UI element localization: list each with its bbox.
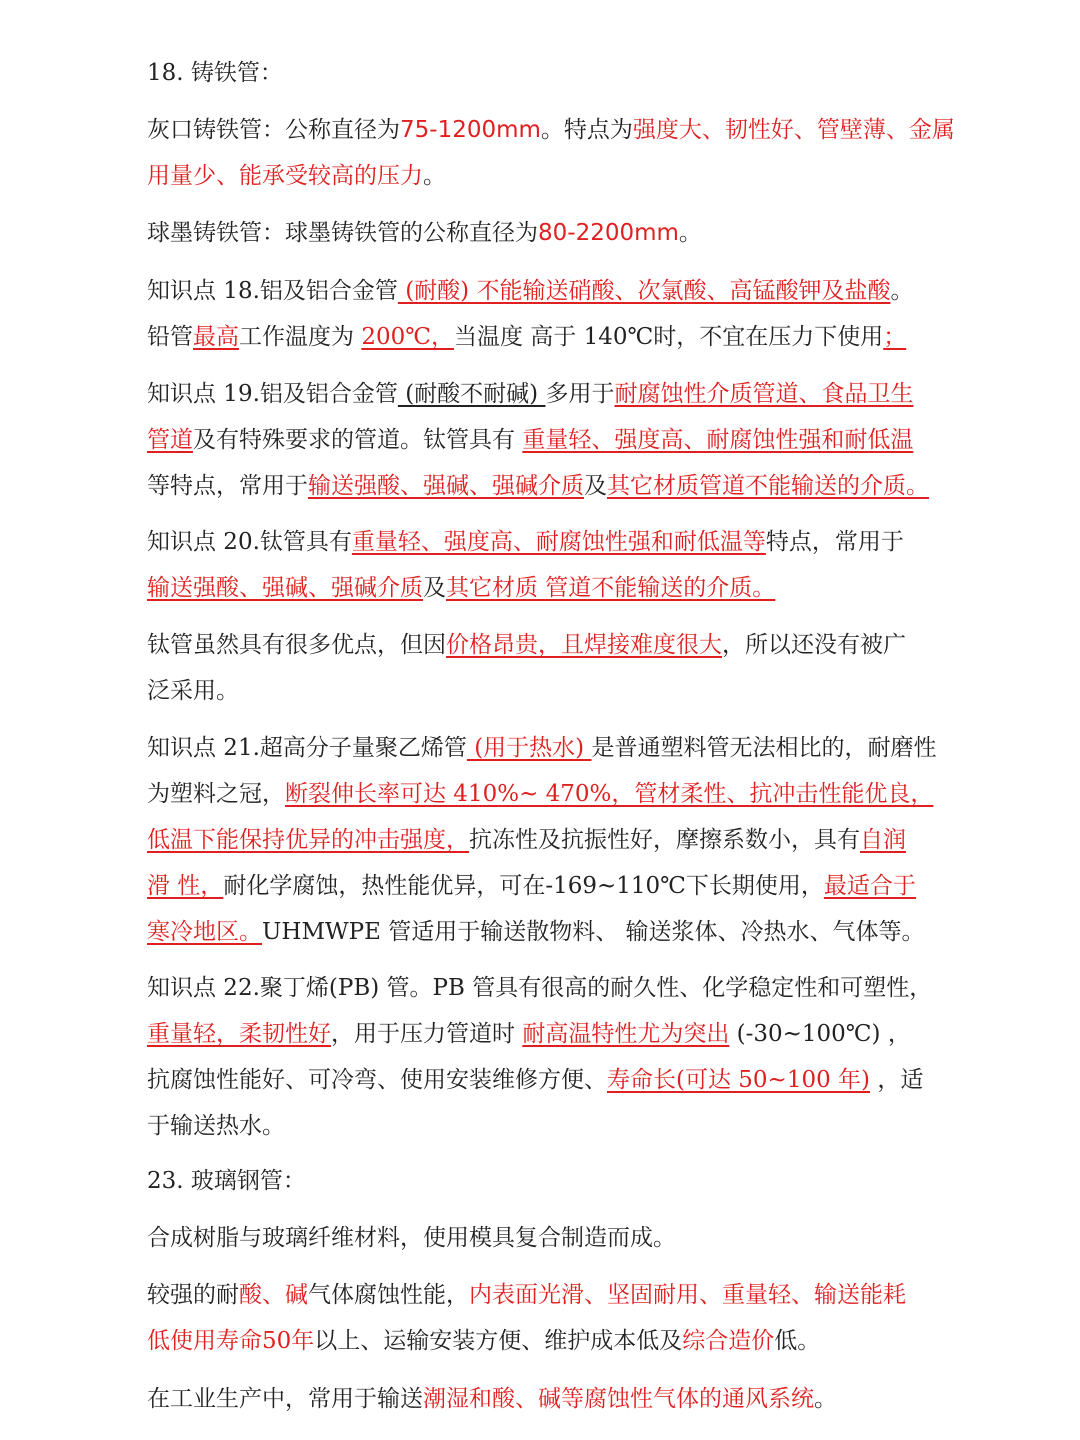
text-line: 知识点 20.钛管具有重量轻、强度高、耐腐蚀性强和耐低温等特点，常用于 — [147, 529, 904, 555]
text-line: 滑 性，耐化学腐蚀，热性能优异，可在-169~110℃下长期使用，最适合于 — [147, 873, 916, 899]
text-line: 知识点 18.铝及铝合金管 (耐酸) 不能输送硝酸、次氯酸、高锰酸钾及盐酸。 — [147, 278, 914, 304]
knowledge-point-19 — [147, 371, 977, 509]
heading-text: 23. 玻璃钢管： — [147, 1168, 306, 1194]
text-line: 泛采用。 — [147, 678, 239, 704]
text-line: 钛管虽然具有很多优点，但因价格昂贵，且焊接难度很大，所以还没有被广 — [147, 632, 906, 658]
paragraph-gray-cast-iron — [147, 107, 977, 199]
text-line: 合成树脂与玻璃纤维材料，使用模具复合制造而成。 — [147, 1225, 676, 1251]
paragraph-ductile-iron — [147, 210, 977, 256]
text-line: 管道及有特殊要求的管道。钛管具有 重量轻、强度高、耐腐蚀性强和耐低温 — [147, 427, 914, 453]
text-line: 在工业生产中，常用于输送潮湿和酸、碱等腐蚀性气体的通风系统。 — [147, 1386, 837, 1412]
knowledge-point-21 — [147, 725, 977, 955]
heading-cast-iron-pipe — [147, 50, 977, 96]
paragraph-frp-usage — [147, 1376, 977, 1422]
text-line: 低使用寿命50年以上、运输安装方便、维护成本低及综合造价低。 — [147, 1328, 821, 1354]
text-line: 低温下能保持优异的冲击强度，抗冻性及抗振性好，摩擦系数小，具有自润 — [147, 827, 906, 853]
text-line: 输送强酸、强碱、强碱介质及其它材质 管道不能输送的介质。 — [147, 575, 776, 601]
text-line: 铅管最高工作温度为 200℃，当温度 高于 140℃时，不宜在压力下使用； — [147, 324, 907, 350]
knowledge-point-20 — [147, 519, 977, 611]
paragraph-titanium-cost — [147, 622, 977, 714]
text-line: 知识点 21.超高分子量聚乙烯管 (用于热水) 是普通塑料管无法相比的，耐磨性 — [147, 735, 937, 761]
text-line: 知识点 22.聚丁烯(PB) 管。PB 管具有很高的耐久性、化学稳定性和可塑性， — [147, 975, 933, 1001]
text-line: 灰口铸铁管：公称直径为75-1200mm。特点为强度大、韧性好、管壁薄、金属 — [147, 117, 955, 143]
paragraph-frp-properties — [147, 1272, 977, 1364]
text-line: 寒冷地区。UHMWPE 管适用于输送散物料、 输送浆体、冷热水、气体等。 — [147, 919, 925, 945]
knowledge-point-18 — [147, 268, 977, 360]
paragraph-frp-composition — [147, 1215, 977, 1261]
heading-frp-pipe — [147, 1158, 977, 1204]
text-line: 球墨铸铁管：球墨铸铁管的公称直径为80-2200mm。 — [147, 220, 702, 246]
text-line: 等特点，常用于输送强酸、强碱、强碱介质及其它材质管道不能输送的介质。 — [147, 473, 929, 499]
text-line: 较强的耐酸、碱气体腐蚀性能，内表面光滑、坚固耐用、重量轻、输送能耗 — [147, 1282, 906, 1308]
text-line: 为塑料之冠，断裂伸长率可达 410%~ 470%，管材柔性、抗冲击性能优良， — [147, 781, 934, 807]
text-line: 重量轻，柔韧性好，用于压力管道时 耐高温特性尤为突出 (-30~100℃) ， — [147, 1021, 911, 1047]
text-line: 于输送热水。 — [147, 1113, 285, 1139]
text-line: 用量少、能承受较高的压力。 — [147, 163, 446, 189]
text-line: 抗腐蚀性能好、可冷弯、使用安装维修方便、寿命长(可达 50~100 年) ，适 — [147, 1067, 924, 1093]
text-line: 知识点 19.铝及铝合金管 (耐酸不耐碱) 多用于耐腐蚀性介质管道、食品卫生 — [147, 381, 914, 407]
knowledge-point-22 — [147, 965, 977, 1149]
heading-text: 18. 铸铁管： — [147, 60, 283, 86]
